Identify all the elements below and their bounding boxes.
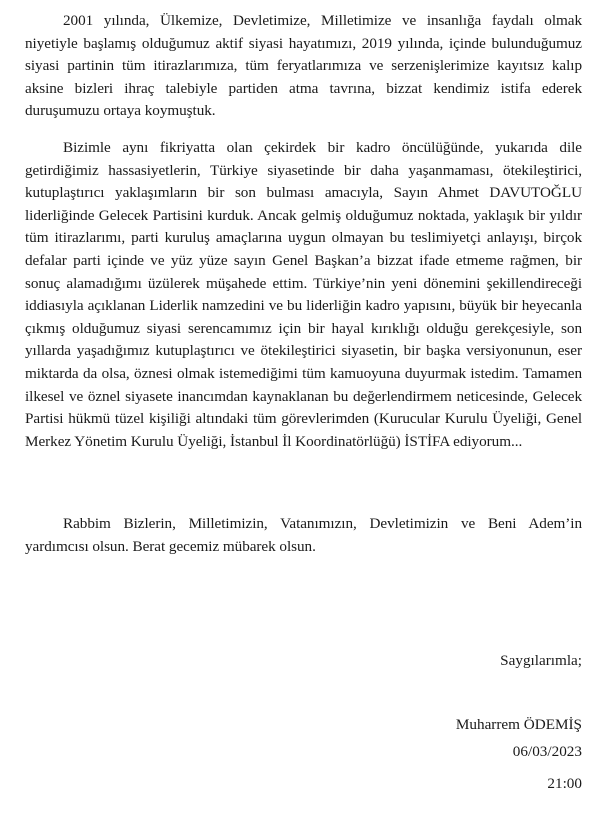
letter-body	[25, 10, 582, 558]
closing-greeting: Saygılarımla;	[500, 652, 582, 669]
signature-name: Muharrem ÖDEMİŞ	[455, 716, 582, 733]
signature-time: 21:00	[547, 775, 582, 792]
paragraph-blessing: Rabbim Bizlerin, Milletimizin, Vatanımızın, Devletimizin ve Beni Adem’in yardımcısı olsun. Berat gecemiz mübarek olsun.	[25, 515, 582, 555]
paragraph-resignation-reasons: Bizimle aynı fikriyatta olan çekirdek bir kadro öncülüğünde, yukarıda dile getirdiğimiz hassasiyetlerin, Türkiye siyasetinde bir daha yaşanmaması, ötekileştirici, kutuplaştırıcı yaklaşımların bir son bulması amacıyla, Sayın Ahmet DAVUTOĞLU liderliğinde Gelecek Partisini kurduk. Ancak gelmiş olduğumuz noktada, yaklaşık bir yıldır tüm itirazlarımı, parti kuruluş amaçlarına uygun olmayan bu teslimiyetçi anlayışı, birçok defalar parti içinde ve yüz yüze sayın Genel Başkan’a bizzat ifade etmeme rağmen, bir sonuç alamadığımı üzülerek müşahede ettim. Türkiye’nin yeni dönemini şekillendireceği iddiasıyla açıklanan Liderlik namzedini ve bu liderliğin kadro yapısını, büyük bir heyecanla çıkmış olduğumuz siyasi serencamımız için bir hayal kırıklığı olduğu gerekçesiyle, son yıllarda yaşadığımız kutuplaştırıcı ve ötekileştirici siyasetin, bir başka versiyonunun, eser miktarda da olsa, öznesi olmak istemediğimi tüm kamuoyuna duyurmak istedim. Tamamen ilkesel ve öznel siyasete inancımdan kaynaklanan bu değerlendirmem neticesinde, Gelecek Partisi hükmü tüzel kişiliği altındaki tüm görevlerimden (Kurucular Kurulu Üyeliği, Genel Merkez Yönetim Kurulu Üyeliği, İstanbul İl Koordinatörlüğü) İSTİFA ediyorum...	[25, 138, 582, 450]
paragraph-resignation-history: 2001 yılında, Ülkemize, Devletimize, Milletimize ve insanlığa faydalı olmak niyetiyle başlamış olduğumuz aktif siyasi hayatımızı, 2019 yılında, içinde bulunduğumuz siyasi partinin tüm itirazlarımıza, tüm feryatlarımıza ve serzenişlerimize kayıtsız kalıp aksine bizleri ihraç talebiyle partiden atma tavrına, bizzat kendimiz istifa ederek duruşumuzu ortaya koymuştuk.	[25, 12, 582, 120]
signature-date: 06/03/2023	[512, 743, 582, 760]
